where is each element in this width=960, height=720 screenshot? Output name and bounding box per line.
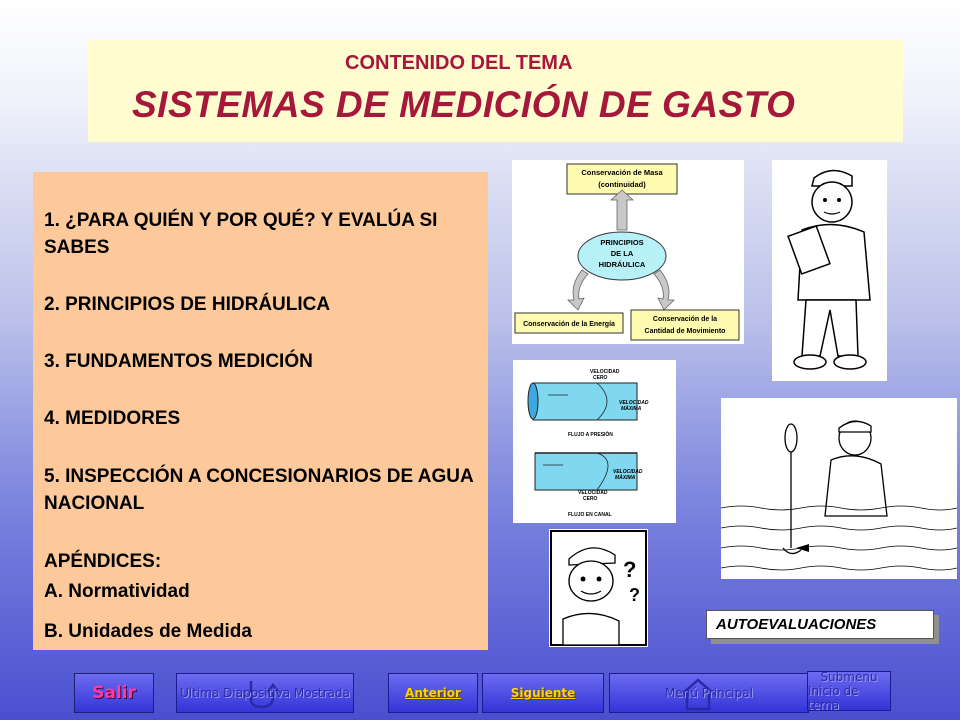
flow-vel-cero-1b: CERO bbox=[593, 375, 608, 381]
anterior-button[interactable] bbox=[388, 673, 478, 713]
title-banner bbox=[88, 40, 903, 142]
flow-vel-cero-2a: VELOCIDAD bbox=[578, 490, 608, 496]
hydraulics-principles-diagram[interactable] bbox=[512, 160, 744, 344]
question-man-image[interactable] bbox=[549, 529, 648, 647]
diagram-center-line2: DE LA bbox=[610, 249, 634, 258]
question-mark-icon: ? bbox=[623, 557, 637, 582]
flow-vel-cero-1a: VELOCIDAD bbox=[590, 369, 620, 375]
flow-label-canal: FLUJO EN CANAL bbox=[568, 512, 612, 518]
submenu-label: Submenu bbox=[820, 670, 878, 684]
siguiente-label: Siguiente bbox=[510, 686, 576, 700]
diagram-right-line1: Conservación de la bbox=[652, 316, 718, 323]
ultima-diapositiva-label: Ultima Diapositiva Mostrada bbox=[180, 686, 350, 700]
menu-item-principios[interactable]: 2. PRINCIPIOS DE HIDRÁULICA bbox=[44, 294, 331, 315]
menu-item-inspeccion[interactable]: 5. INSPECCIÓN A CONCESIONARIOS DE AGUA NACIONAL bbox=[44, 466, 473, 514]
flow-vel-max-1a: VELOCIDAD bbox=[619, 400, 649, 406]
menu-principal-button[interactable] bbox=[609, 673, 809, 713]
arrow-right-icon bbox=[654, 270, 674, 310]
appendix-unidades[interactable]: B. Unidades de Medida bbox=[44, 621, 252, 642]
velocity-profile-diagram[interactable] bbox=[513, 360, 676, 523]
field-measurement-image[interactable] bbox=[721, 398, 957, 579]
autoevaluaciones-button[interactable]: AUTOEVALUACIONES bbox=[706, 610, 934, 639]
arrow-up-icon bbox=[611, 190, 633, 230]
inspector-clipboard-image[interactable] bbox=[772, 160, 887, 381]
diagram-top-line1: Conservación de Masa bbox=[581, 168, 663, 177]
appendix-title: APÉNDICES: bbox=[44, 551, 162, 572]
inicio-tema-label: Inicio de tema bbox=[808, 684, 859, 712]
flow-vel-max-2b: MÁXIMA bbox=[615, 475, 636, 481]
page-title: SISTEMAS DE MEDICIÓN DE GASTO bbox=[132, 84, 796, 125]
diagram-center-line1: PRINCIPIOS bbox=[600, 238, 644, 247]
diagram-center-line3: HIDRÁULICA bbox=[598, 260, 646, 269]
menu-item-para-quien[interactable]: 1. ¿PARA QUIÉN Y POR QUÉ? Y EVALÚA SI SABES bbox=[44, 210, 438, 258]
topic-menu bbox=[33, 172, 488, 650]
menu-item-fundamentos[interactable]: 3. FUNDAMENTOS MEDICIÓN bbox=[44, 351, 313, 372]
diagram-top-line2: (continuidad) bbox=[598, 180, 646, 189]
siguiente-button[interactable] bbox=[482, 673, 604, 713]
appendix-normatividad[interactable]: A. Normatividad bbox=[44, 581, 190, 602]
flow-vel-max-2a: VELOCIDAD bbox=[613, 469, 643, 475]
question-mark-icon: ? bbox=[629, 585, 640, 605]
menu-item-medidores[interactable]: 4. MEDIDORES bbox=[44, 408, 181, 429]
arrow-left-icon bbox=[568, 270, 588, 310]
menu-principal-label: Menú Principal bbox=[665, 686, 753, 700]
flow-label-presion: FLUJO A PRESIÓN bbox=[568, 432, 613, 438]
salir-button[interactable] bbox=[74, 673, 154, 713]
diagram-right-line2: Cantidad de Movimiento bbox=[644, 328, 726, 335]
diagram-left: Conservación de la Energía bbox=[523, 321, 615, 328]
salir-label: Salir bbox=[92, 683, 136, 703]
anterior-label: Anterior bbox=[405, 686, 461, 700]
subtitle: CONTENIDO DEL TEMA bbox=[345, 52, 573, 74]
flow-vel-max-1b: MÁXIMA bbox=[621, 406, 642, 412]
ultima-diapositiva-button[interactable] bbox=[176, 673, 354, 713]
flow-vel-cero-2b: CERO bbox=[583, 496, 598, 502]
submenu-button[interactable] bbox=[807, 671, 891, 711]
